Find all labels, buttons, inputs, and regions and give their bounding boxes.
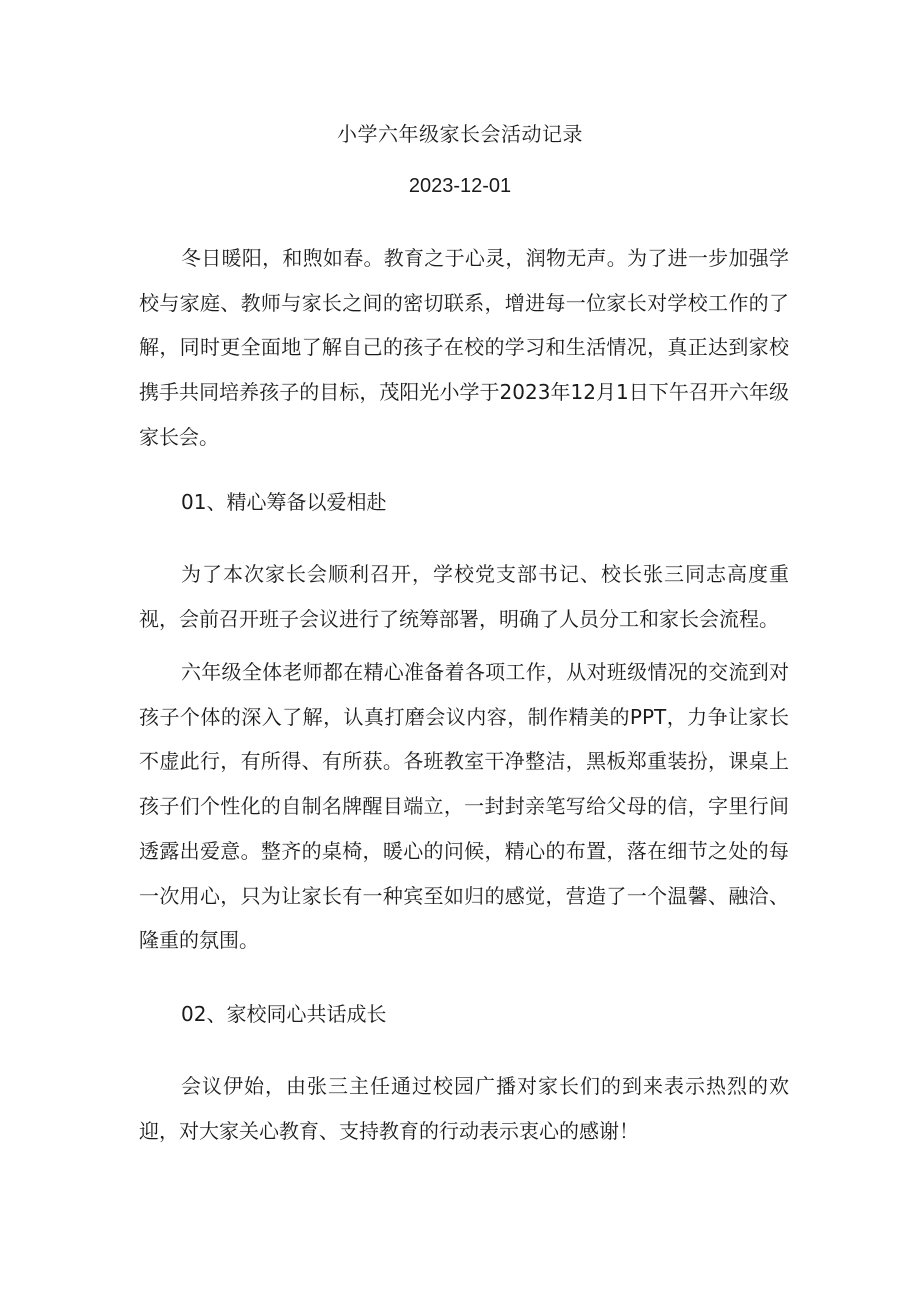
section-1-paragraph-1: 为了本次家长会顺利召开，学校党支部书记、校长张三同志高度重视，会前召开班子会议进行了统筹部署，明确了人员分工和家长会流程。	[139, 562, 789, 631]
intro-paragraph: 冬日暖阳，和煦如春。教育之于心灵，润物无声。为了进一步加强学校与家庭、教师与家长之间的密切联系，增进每一位家长对学校工作的了解，同时更全面地了解自己的孩子在校的学习和生活情况，真正达到家校携手共同培养孩子的目标，茂阳光小学于2023年12月1日下午召开六年级家长会。	[139, 246, 789, 449]
section-1-heading: 01、精心筹备以爱相赴	[181, 490, 387, 514]
document-date: 2023-12-01	[408, 175, 512, 197]
section-2-paragraph-1: 会议伊始，由张三主任通过校园广播对家长们的到来表示热烈的欢迎，对大家关心教育、支持教育的行动表示衷心的感谢！	[139, 1074, 789, 1143]
section-2-heading: 02、家校同心共话成长	[181, 1002, 387, 1026]
section-1-paragraph-2: 六年级全体老师都在精心准备着各项工作，从对班级情况的交流到对孩子个体的深入了解，认真打磨会议内容，制作精美的PPT，力争让家长不虚此行，有所得、有所获。各班教室干净整洁，黑板郑重装扮，课桌上孩子们个性化的自制名牌醒目端立，一封封亲笔写给父母的信，字里行间透露出爱意。整齐的桌椅，暖心的问候，精心的布置，落在细节之处的每一次用心，只为让家长有一种宾至如归的感觉，营造了一个温馨、融洽、隆重的氛围。	[139, 660, 789, 953]
document-title: 小学六年级家长会活动记录	[337, 122, 583, 146]
